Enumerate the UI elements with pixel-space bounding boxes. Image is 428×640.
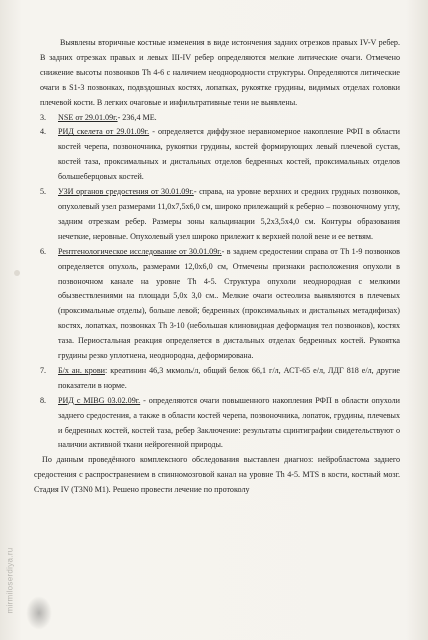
item-heading: Рентгенологическое исследование от 30.01.09г. (58, 246, 222, 256)
item-text: - 236,4 МЕ. (117, 112, 157, 122)
numbered-list (40, 111, 400, 454)
list-item-4 (40, 125, 400, 185)
item-heading: РИД скелета от 29.01.09г. (58, 127, 150, 137)
item-text: : креатинин 46,3 мкмоль/л, общий белок 66,1 г/л, АСТ-65 е/л, ЛДГ 818 е/л, другие показатели в норме. (58, 365, 401, 390)
scan-smudge (26, 596, 52, 630)
item-text: - справа, на уровне верхних и средних грудных позвонков, опухолевый узел размерами 11,0х7,5х6,0 см, широко прилежащий к реберно – позвоночному углу, задним отрезкам ребер. Размеры зоны кальцинации 5,2х3,5х4,0 см. Контуры образования нечеткие, неровные. Опухолевый узел широко прилежит к верхней полой вене и ее ветвям. (58, 187, 400, 241)
intro-paragraph: Выявлены вторичные костные изменения в виде истончения задних отрезков правых IV-V ребер. В задних отрезках правых и левых III-IV ребер определяются мелкие литические очаги. Отмечено снижение высоты позвонков Th 4-6 с наличием неоднородности структуры. Определяются литические очаги в S1-3 позвонках, подвздошных костях, лопатках, рукоятке грудины, видимых отделах головки плечевой кости. В легких очаговые и инфильтративные тени не выявлены. (40, 38, 400, 107)
item-heading: РИД с MIBG 03.02.09г. (58, 395, 141, 405)
item-text: - в заднем средостении справа от Th 1-9 позвонков определяется опухоль, размерами 12,0х6,0 см, Отмечены признаки расположения опухоли в позвоночном канале на уровне Th 4-5. Структура опухоли неоднородная с мелкими обызвествлениями на площади 5,0х 3,0 см.. Мелкие очаги остеолиза выявляются в плечевых (проксимальные отделы), больше левой; бедренных (проксимальных и дистальных метадифизах) костях, лопатках, позвонках Th 3-10 (небольшая клиновидная деформация тел позвонков), костях таза. Периостальная реакция определяется в дистальных отделах бедренных костей. Рукоятка грудины резко уплотнена, неоднородна, деформирована. (58, 246, 400, 361)
watermark (4, 528, 18, 632)
item-number: 6. (40, 246, 47, 256)
list-item-7 (40, 364, 400, 394)
watermark-text: mirmiloserdiya.ru (5, 547, 15, 613)
diagnosis-paragraph: По данным проведённого комплексного обследования выставлен диагноз: нейробластома заднего средостения с распространением в спинномозговой канал на уровне Th 4-5. MTS в кости, костный мозг. Стадия IV (T3N0 M1). Решено провести лечение по протоколу (34, 455, 400, 495)
item-number: 3. (40, 112, 47, 122)
item-number: 8. (40, 395, 47, 405)
list-item-8 (40, 394, 400, 454)
item-text: - определяются очаги повышенного накопления РФП в области опухоли заднего средостения, а также в области костей черепа, позвоночника, лопаток, грудины, плечевых и бедренных костей, костей таза, ребер Заключение: результаты сцинтиграфии свидетельствуют о наличии активной ткани нейрогенной природы. (58, 395, 400, 450)
item-number: 4. (40, 127, 47, 137)
item-heading: Б/х ан. крови (58, 365, 105, 375)
list-item-3 (40, 111, 400, 126)
item-number: 5. (40, 187, 47, 197)
punch-hole-mark (14, 270, 20, 276)
item-number: 7. (40, 365, 47, 375)
item-heading: NSE от 29.01.09г. (58, 112, 118, 122)
list-item-5 (40, 185, 400, 245)
item-heading: УЗИ органов средостения от 30.01.09г. (58, 187, 194, 197)
list-item-6 (40, 245, 400, 364)
item-text: - определяется диффузное неравномерное накопление РФП в области костей черепа, позвоночника, рукоятки грудины, костей формирующих левый плечевой сустав, костей таза, проксимальных и дистальных отделов бедренных костей, проксимальных отделов большеберцовых костей. (58, 127, 400, 182)
